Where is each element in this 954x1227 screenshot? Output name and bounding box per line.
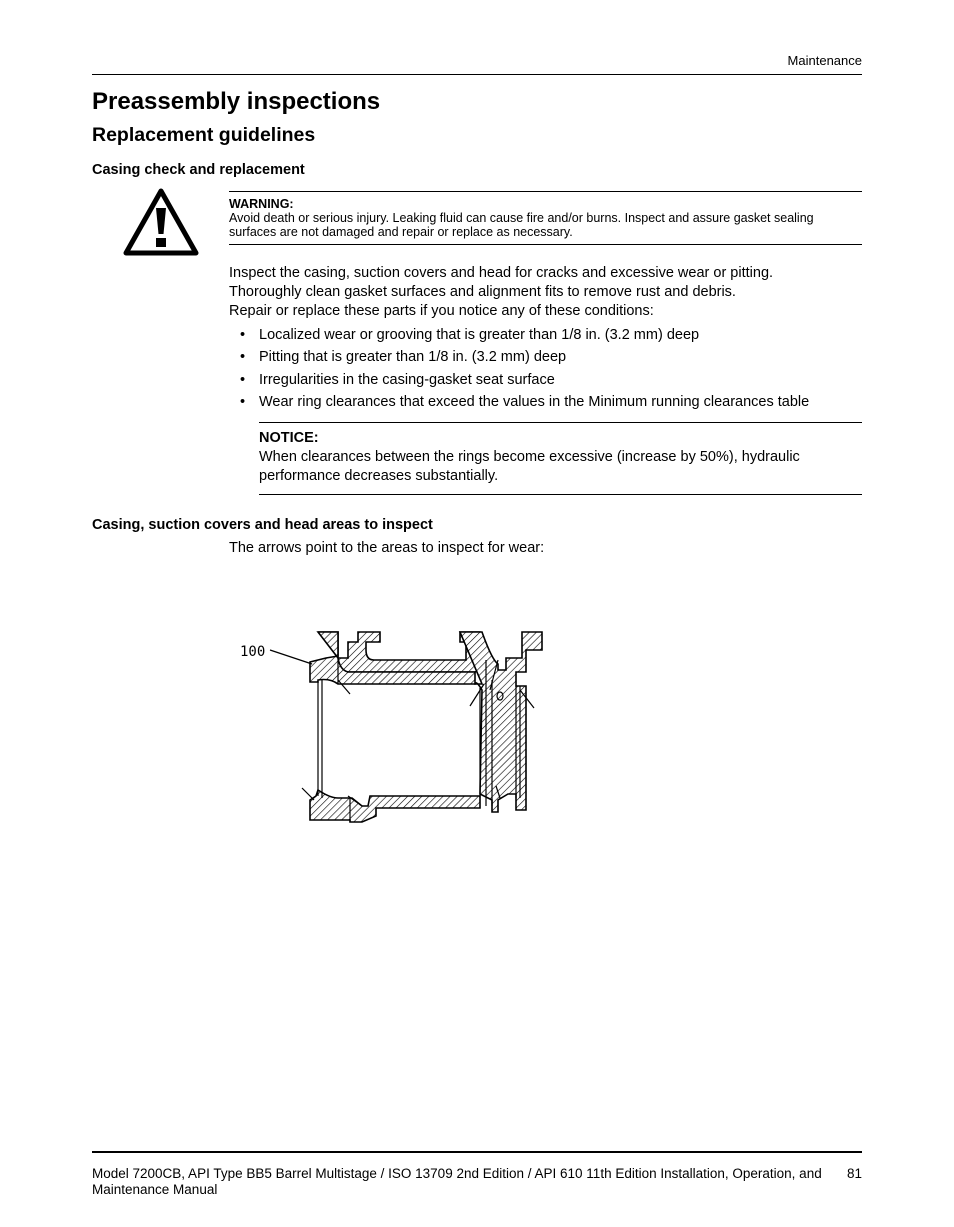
footer-document-title: Model 7200CB, API Type BB5 Barrel Multistage / ISO 13709 2nd Edition / API 610 11th Edition Installation, Operation, and Maintenance Manual (92, 1166, 822, 1197)
inspect-areas-intro: The arrows point to the areas to inspect for wear: (229, 540, 545, 556)
warning-text: Avoid death or serious injury. Leaking fluid can cause fire and/or burns. Inspect and assure gasket sealing surfaces are not damaged and repair or replace as necessary. (229, 211, 814, 239)
header-divider (92, 74, 862, 75)
page-number: 81 (846, 1166, 862, 1181)
notice-label: NOTICE: (259, 430, 319, 446)
warning-triangle-icon (123, 188, 199, 256)
footer-divider (92, 1151, 862, 1153)
conditions-list (229, 325, 809, 415)
warning-label: WARNING: (229, 197, 294, 211)
notice-box (259, 422, 862, 495)
warning-box (229, 191, 862, 245)
paragraph-line: Inspect the casing, suction covers and head for cracks and excessive wear or pitting. (229, 265, 774, 281)
notice-text: When clearances between the rings become excessive (increase by 50%), hydraulic performance decreases substantially. (259, 449, 800, 484)
conditions-intro: Repair or replace these parts if you notice any of these conditions: (229, 303, 654, 319)
warning-block (92, 186, 862, 256)
inspect-areas-heading: Casing, suction covers and head areas to inspect (92, 517, 433, 533)
running-header-section: Maintenance (787, 53, 862, 68)
page-title: Preassembly inspections (92, 88, 381, 115)
paragraph-line: Thoroughly clean gasket surfaces and alignment fits to remove rust and debris. (229, 284, 736, 300)
list-item: • Wear ring clearances that exceed the values in the Minimum running clearances table (240, 394, 810, 411)
list-item-text: Pitting that is greater than 1/8 in. (3.2 mm) deep (259, 349, 567, 366)
casing-check-heading: Casing check and replacement (92, 162, 305, 178)
list-item-text: Localized wear or grooving that is greater than 1/8 in. (3.2 mm) deep (259, 327, 700, 343)
list-item: • Pitting that is greater than 1/8 in. (3.2 mm) deep (240, 349, 567, 366)
list-item-text: Wear ring clearances that exceed the values in the Minimum running clearances table (259, 394, 810, 411)
list-item-text: Irregularities in the casing-gasket seat surface (259, 371, 555, 388)
casing-cross-section-drawing (230, 620, 560, 830)
list-item: • Localized wear or grooving that is greater than 1/8 in. (3.2 mm) deep (240, 327, 700, 343)
section-subtitle: Replacement guidelines (92, 124, 316, 146)
list-item: • Irregularities in the casing-gasket seat surface (240, 371, 555, 388)
inspection-paragraph (229, 264, 773, 302)
figure-label-100: 100 (240, 644, 266, 660)
